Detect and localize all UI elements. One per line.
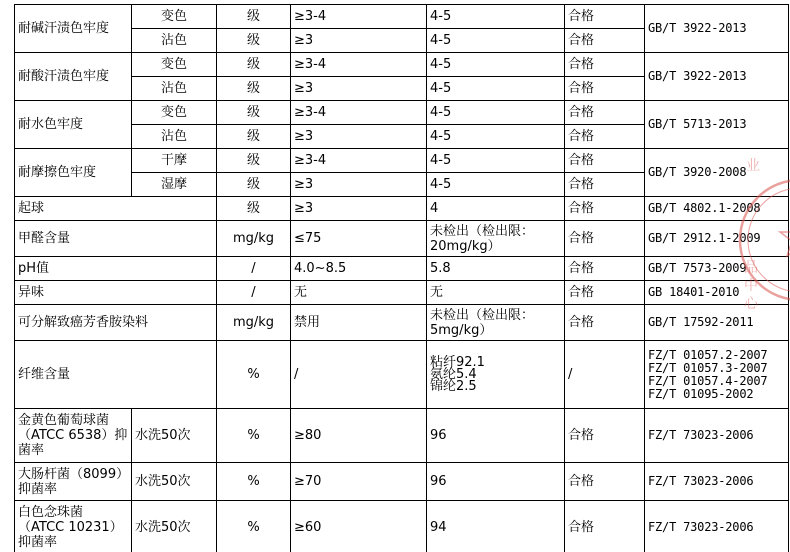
result: 4-5	[427, 125, 565, 149]
test-item: 异味	[15, 281, 217, 305]
table-row	[15, 463, 789, 501]
sub-item: 变色	[132, 101, 217, 125]
judgement: 合格	[565, 5, 645, 29]
test-standard: FZ/T 73023-2006	[645, 409, 789, 463]
test-item: 甲醛含量	[15, 221, 217, 257]
table-row	[15, 409, 789, 463]
unit: 级	[217, 197, 291, 221]
test-item: 起球	[15, 197, 217, 221]
test-standard: GB/T 5713-2013	[645, 101, 789, 149]
test-standard: GB/T 4802.1-2008	[645, 197, 789, 221]
test-item: 耐摩擦色牢度	[15, 149, 132, 197]
requirement: ≥3-4	[291, 53, 427, 77]
table-row	[15, 341, 789, 409]
judgement: 合格	[565, 125, 645, 149]
requirement: ≥3	[291, 29, 427, 53]
test-standard: GB/T 3922-2013	[645, 53, 789, 101]
sub-item: 水洗50次	[132, 463, 217, 501]
table-row	[15, 257, 789, 281]
result-line: 锦纶2.5	[430, 378, 477, 394]
judgement: 合格	[565, 409, 645, 463]
sub-item: 沾色	[132, 77, 217, 101]
table-row	[15, 101, 789, 125]
unit: 级	[217, 53, 291, 77]
test-standard: GB/T 3920-2008	[645, 149, 789, 197]
sub-item: 水洗50次	[132, 409, 217, 463]
table-row	[15, 305, 789, 341]
standard-line: FZ/T 01057.3-2007	[648, 360, 768, 375]
result: 4-5	[427, 5, 565, 29]
judgement: 合格	[565, 173, 645, 197]
judgement: 合格	[565, 29, 645, 53]
judgement: 合格	[565, 257, 645, 281]
table-row	[15, 149, 789, 173]
result: 4-5	[427, 77, 565, 101]
sub-item: 干摩	[132, 149, 217, 173]
unit: 级	[217, 173, 291, 197]
judgement: 合格	[565, 221, 645, 257]
sub-item: 水洗50次	[132, 501, 217, 552]
requirement: ≥70	[291, 463, 427, 501]
test-item: 可分解致癌芳香胺染料	[15, 305, 217, 341]
standard-line: FZ/T 01057.2-2007	[648, 347, 768, 362]
result: 未检出（检出限：20mg/kg）	[427, 221, 565, 257]
sub-item: 变色	[132, 53, 217, 77]
judgement: 合格	[565, 53, 645, 77]
table-row	[15, 5, 789, 29]
result: 无	[427, 281, 565, 305]
requirement: 禁用	[291, 305, 427, 341]
requirement: /	[291, 341, 427, 409]
result: 4-5	[427, 173, 565, 197]
table-row	[15, 221, 789, 257]
test-standard: GB/T 2912.1-2009	[645, 221, 789, 257]
unit: /	[217, 281, 291, 305]
unit: %	[217, 409, 291, 463]
judgement: /	[565, 341, 645, 409]
result: 未检出（检出限：5mg/kg）	[427, 305, 565, 341]
test-item: 大肠杆菌（8099）抑菌率	[15, 463, 132, 501]
requirement: ≥3-4	[291, 5, 427, 29]
result: 4-5	[427, 101, 565, 125]
svg-text:中: 中	[744, 278, 758, 294]
judgement: 合格	[565, 77, 645, 101]
requirement: 4.0~8.5	[291, 257, 427, 281]
unit: 级	[217, 77, 291, 101]
test-standard: GB 18401-2010	[645, 281, 789, 305]
result-line: 氨纶5.4	[430, 366, 477, 382]
judgement: 合格	[565, 149, 645, 173]
result-lines	[427, 341, 565, 409]
standard-line: FZ/T 01095-2002	[648, 386, 754, 401]
sub-item: 湿摩	[132, 173, 217, 197]
sub-item: 变色	[132, 5, 217, 29]
unit: 级	[217, 29, 291, 53]
table-row	[15, 197, 789, 221]
test-standard-lines	[645, 341, 789, 409]
unit: %	[217, 463, 291, 501]
test-item: 金黄色葡萄球菌（ATCC 6538）抑菌率	[15, 409, 132, 463]
result: 4-5	[427, 53, 565, 77]
requirement: ≥60	[291, 501, 427, 552]
svg-text:心: 心	[744, 296, 758, 312]
table-row	[15, 53, 789, 77]
judgement: 合格	[565, 501, 645, 552]
judgement: 合格	[565, 281, 645, 305]
requirement: ≥3	[291, 125, 427, 149]
unit: /	[217, 257, 291, 281]
judgement: 合格	[565, 463, 645, 501]
sub-item: 沾色	[132, 29, 217, 53]
unit: mg/kg	[217, 305, 291, 341]
svg-text:业: 业	[746, 158, 760, 174]
judgement: 合格	[565, 197, 645, 221]
svg-text:品: 品	[744, 260, 758, 276]
test-standard: FZ/T 73023-2006	[645, 501, 789, 552]
unit: mg/kg	[217, 221, 291, 257]
result: 4-5	[427, 149, 565, 173]
test-item: 白色念珠菌（ATCC 10231）抑菌率	[15, 501, 132, 552]
test-item: 纤维含量	[15, 341, 217, 409]
requirement: ≥3	[291, 77, 427, 101]
requirement: 无	[291, 281, 427, 305]
requirement: ≥3	[291, 173, 427, 197]
requirement: ≥80	[291, 409, 427, 463]
requirement: ≥3-4	[291, 101, 427, 125]
test-item: pH值	[15, 257, 217, 281]
unit: 级	[217, 149, 291, 173]
test-results-table	[14, 4, 789, 552]
result: 96	[427, 463, 565, 501]
judgement: 合格	[565, 101, 645, 125]
result: 96	[427, 409, 565, 463]
result: 94	[427, 501, 565, 552]
unit: 级	[217, 5, 291, 29]
requirement: ≥3	[291, 197, 427, 221]
test-item: 耐碱汗渍色牢度	[15, 5, 132, 53]
result: 4	[427, 197, 565, 221]
table-row	[15, 281, 789, 305]
requirement: ≤75	[291, 221, 427, 257]
requirement: ≥3-4	[291, 149, 427, 173]
test-standard: GB/T 3922-2013	[645, 5, 789, 53]
unit: %	[217, 341, 291, 409]
test-item: 耐酸汗渍色牢度	[15, 53, 132, 101]
unit: %	[217, 501, 291, 552]
sub-item: 沾色	[132, 125, 217, 149]
result-line: 粘纤92.1	[430, 354, 485, 370]
table-row	[15, 501, 789, 552]
unit: 级	[217, 125, 291, 149]
test-standard: GB/T 17592-2011	[645, 305, 789, 341]
test-standard: GB/T 7573-2009	[645, 257, 789, 281]
test-standard: FZ/T 73023-2006	[645, 463, 789, 501]
judgement: 合格	[565, 305, 645, 341]
result: 5.8	[427, 257, 565, 281]
unit: 级	[217, 101, 291, 125]
standard-line: FZ/T 01057.4-2007	[648, 373, 768, 388]
test-item: 耐水色牢度	[15, 101, 132, 149]
result: 4-5	[427, 29, 565, 53]
